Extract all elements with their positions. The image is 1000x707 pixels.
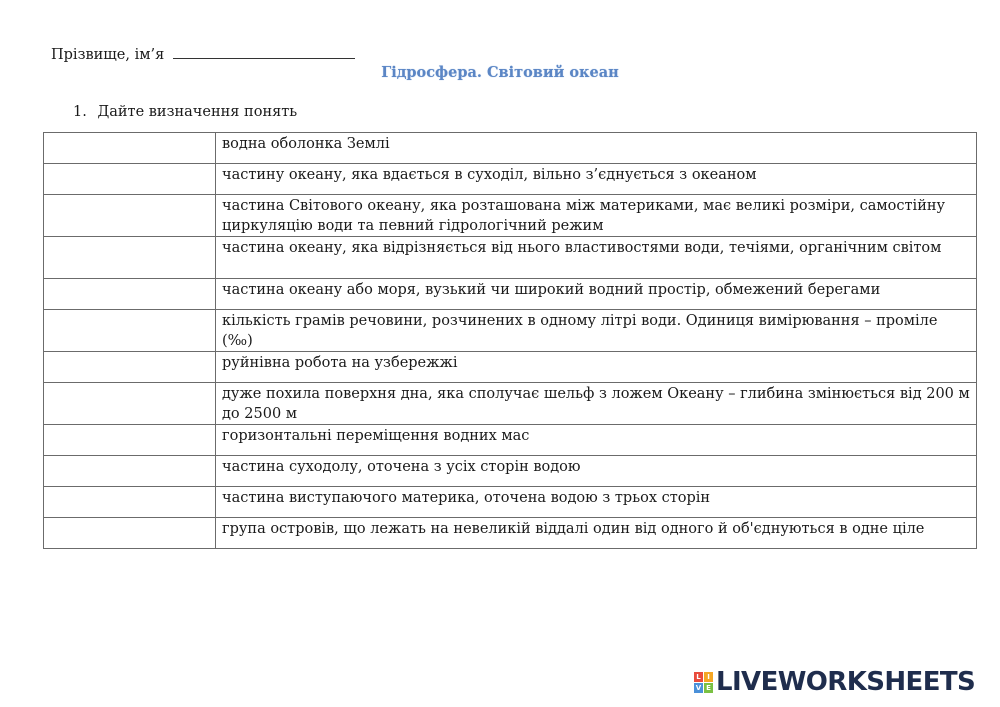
- logo-block-l: L: [694, 672, 703, 682]
- answer-cell[interactable]: [44, 383, 216, 425]
- table-row: [44, 310, 977, 352]
- definition-text: частина суходолу, оточена з усіх сторін водою: [216, 456, 977, 487]
- logo-block-i: I: [704, 672, 713, 682]
- definitions-table: [43, 132, 977, 549]
- answer-input[interactable]: [44, 237, 215, 278]
- definition-text: частина океану або моря, вузький чи широкий водний простір, обмежений берегами: [216, 279, 977, 310]
- answer-input[interactable]: [44, 164, 215, 194]
- table-row: [44, 352, 977, 383]
- definition-text: частину океану, яка вдається в суходіл, вільно з’єднується з океаном: [216, 164, 977, 195]
- answer-cell[interactable]: [44, 195, 216, 237]
- table-row: [44, 487, 977, 518]
- task-instruction: Дайте визначення понять: [97, 104, 298, 120]
- answer-cell[interactable]: [44, 310, 216, 352]
- name-blank-line[interactable]: [173, 44, 355, 59]
- answer-cell[interactable]: [44, 133, 216, 164]
- answer-cell[interactable]: [44, 352, 216, 383]
- answer-input[interactable]: [44, 487, 215, 517]
- answer-cell[interactable]: [44, 518, 216, 549]
- answer-cell[interactable]: [44, 237, 216, 279]
- answer-input[interactable]: [44, 195, 215, 236]
- definition-text: група островів, що лежать на невеликій віддалі один від одного й об'єднуються в одне ціле: [216, 518, 977, 549]
- definition-text: кількість грамів речовини, розчинених в одному літрі води. Одиниця вимірювання – проміле (‰): [216, 310, 977, 352]
- answer-input[interactable]: [44, 383, 215, 424]
- answer-cell[interactable]: [44, 456, 216, 487]
- table-row: [44, 518, 977, 549]
- table-row: [44, 383, 977, 425]
- definition-text: частина виступаючого материка, оточена водою з трьох сторін: [216, 487, 977, 518]
- answer-input[interactable]: [44, 425, 215, 455]
- logo-block-e: E: [704, 683, 713, 693]
- name-field-row: [51, 44, 355, 63]
- definition-text: частина Світового океану, яка розташована між материками, має великі розміри, самостійну циркуляцію води та певний гідрологічний режим: [216, 195, 977, 237]
- table-row: [44, 425, 977, 456]
- answer-cell[interactable]: [44, 425, 216, 456]
- answer-input[interactable]: [44, 279, 215, 309]
- definition-text: горизонтальні переміщення водних мас: [216, 425, 977, 456]
- name-label: Прізвище, ім’я: [51, 47, 165, 63]
- liveworksheets-logo: [694, 668, 975, 696]
- page-title: Гідросфера. Світовий океан: [381, 64, 619, 81]
- logo-icon: [694, 672, 713, 693]
- task-heading: [73, 104, 297, 120]
- answer-input[interactable]: [44, 133, 215, 163]
- answer-cell[interactable]: [44, 164, 216, 195]
- table-row: [44, 195, 977, 237]
- answer-input[interactable]: [44, 518, 215, 548]
- answer-cell[interactable]: [44, 279, 216, 310]
- answer-cell[interactable]: [44, 487, 216, 518]
- table-row: [44, 164, 977, 195]
- table-row: [44, 456, 977, 487]
- answer-input[interactable]: [44, 352, 215, 382]
- definition-text: руйнівна робота на узбережжі: [216, 352, 977, 383]
- task-number: 1.: [73, 104, 87, 120]
- table-row: [44, 279, 977, 310]
- definition-text: водна оболонка Землі: [216, 133, 977, 164]
- definition-text: частина океану, яка відрізняється від нього властивостями води, течіями, органічним світом: [216, 237, 977, 279]
- logo-wordmark: LIVEWORKSHEETS: [716, 667, 976, 697]
- logo-block-v: V: [695, 683, 702, 692]
- answer-input[interactable]: [44, 310, 215, 351]
- table-row: [44, 133, 977, 164]
- definition-text: дуже похила поверхня дна, яка сполучає шельф з ложем Океану – глибина змінюється від 200 м до 2500 м: [216, 383, 977, 425]
- answer-input[interactable]: [44, 456, 215, 486]
- table-row: [44, 237, 977, 279]
